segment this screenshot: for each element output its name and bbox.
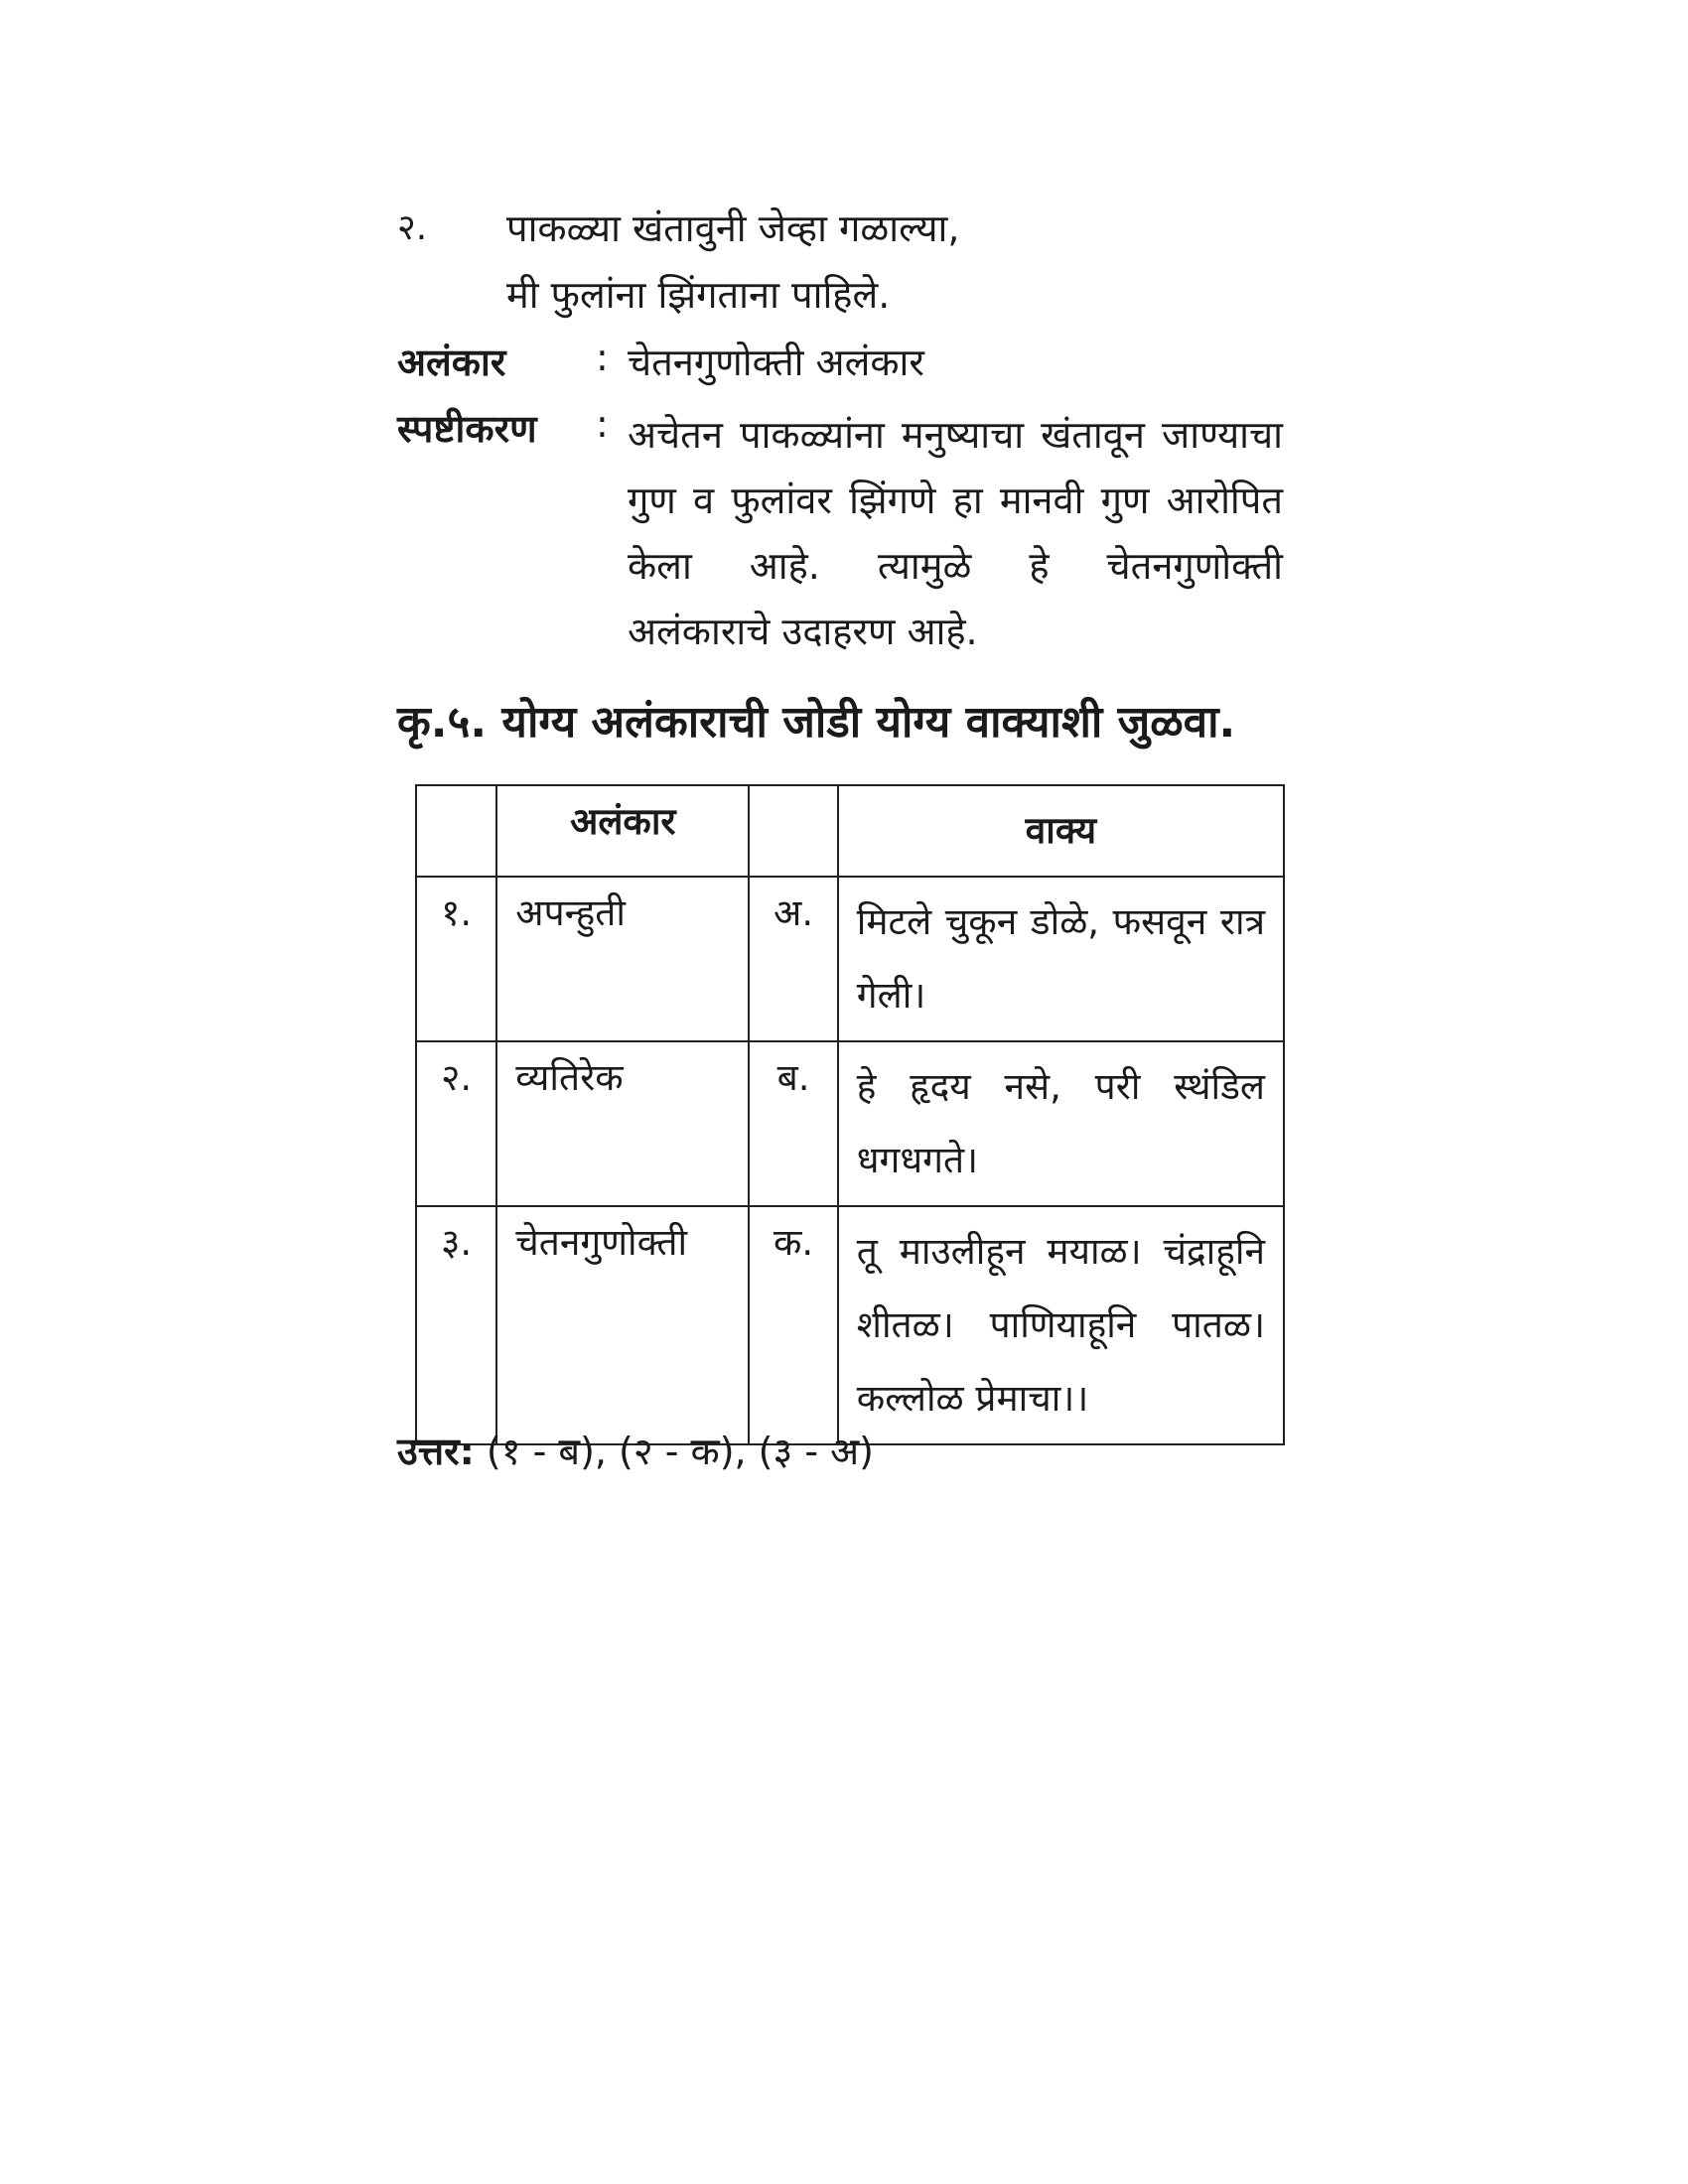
header-cell-sentence: वाक्य bbox=[838, 785, 1284, 877]
poem-line-1: पाकळ्या खंतावुनी जेव्हा गळाल्या, bbox=[506, 206, 960, 250]
answer-line bbox=[397, 1425, 874, 1476]
poem-number: २. bbox=[397, 207, 428, 248]
row-letter: क. bbox=[749, 1206, 837, 1444]
table-row bbox=[416, 877, 1284, 1041]
row-letter: अ. bbox=[749, 877, 837, 1041]
row-sentence: तू माउलीहून मयाळ। चंद्राहूनि शीतळ। पाणियाहूनि पातळ। कल्लोळ प्रेमाचा।। bbox=[838, 1206, 1284, 1444]
header-cell-alankar: अलंकार bbox=[496, 785, 749, 877]
answer-label: उत्तर: bbox=[397, 1430, 475, 1473]
explanation-line: गुण व फुलांवर झिंगणे हा मानवी गुण आरोपित bbox=[628, 478, 1283, 522]
row-sentence: मिटले चुकून डोळे, फसवून रात्र गेली। bbox=[838, 877, 1284, 1041]
row-sentence: हे हृदय नसे, परी स्थंडिल धगधगते। bbox=[838, 1041, 1284, 1206]
row-number: २. bbox=[416, 1041, 496, 1206]
explanation-colon: : bbox=[596, 402, 609, 446]
header-cell-letter bbox=[749, 785, 837, 877]
explanation-line: अलंकाराचे उदाहरण आहे. bbox=[628, 610, 978, 653]
row-number: ३. bbox=[416, 1206, 496, 1444]
explanation-label: स्पष्टीकरण bbox=[397, 407, 537, 451]
header-cell-number bbox=[416, 785, 496, 877]
explanation-text bbox=[628, 402, 1283, 664]
row-alankar: व्यतिरेक bbox=[496, 1041, 749, 1206]
alankar-label: अलंकार bbox=[397, 341, 506, 384]
question-heading: कृ.५. योग्य अलंकाराची जोडी योग्य वाक्याशी जुळवा. bbox=[397, 697, 1236, 748]
row-number: १. bbox=[416, 877, 496, 1041]
matching-table bbox=[415, 784, 1285, 1445]
table-row bbox=[416, 1041, 1284, 1206]
alankar-value: चेतनगुणोक्ती अलंकार bbox=[628, 341, 924, 384]
row-letter: ब. bbox=[749, 1041, 837, 1206]
row-alankar: अपन्हुती bbox=[496, 877, 749, 1041]
answer-value: (१ - ब), (२ - क), (३ - अ) bbox=[486, 1430, 874, 1473]
poem-line-2: मी फुलांना झिंगताना पाहिले. bbox=[506, 273, 891, 317]
explanation-line: केला आहे. त्यामुळे हे चेतनगुणोक्ती bbox=[628, 544, 1283, 588]
table-header-row bbox=[416, 785, 1284, 877]
explanation-line: अचेतन पाकळ्यांना मनुष्याचा खंतावून जाण्याचा bbox=[628, 413, 1283, 457]
table-row bbox=[416, 1206, 1284, 1444]
row-alankar: चेतनगुणोक्ती bbox=[496, 1206, 749, 1444]
alankar-colon: : bbox=[596, 336, 609, 379]
